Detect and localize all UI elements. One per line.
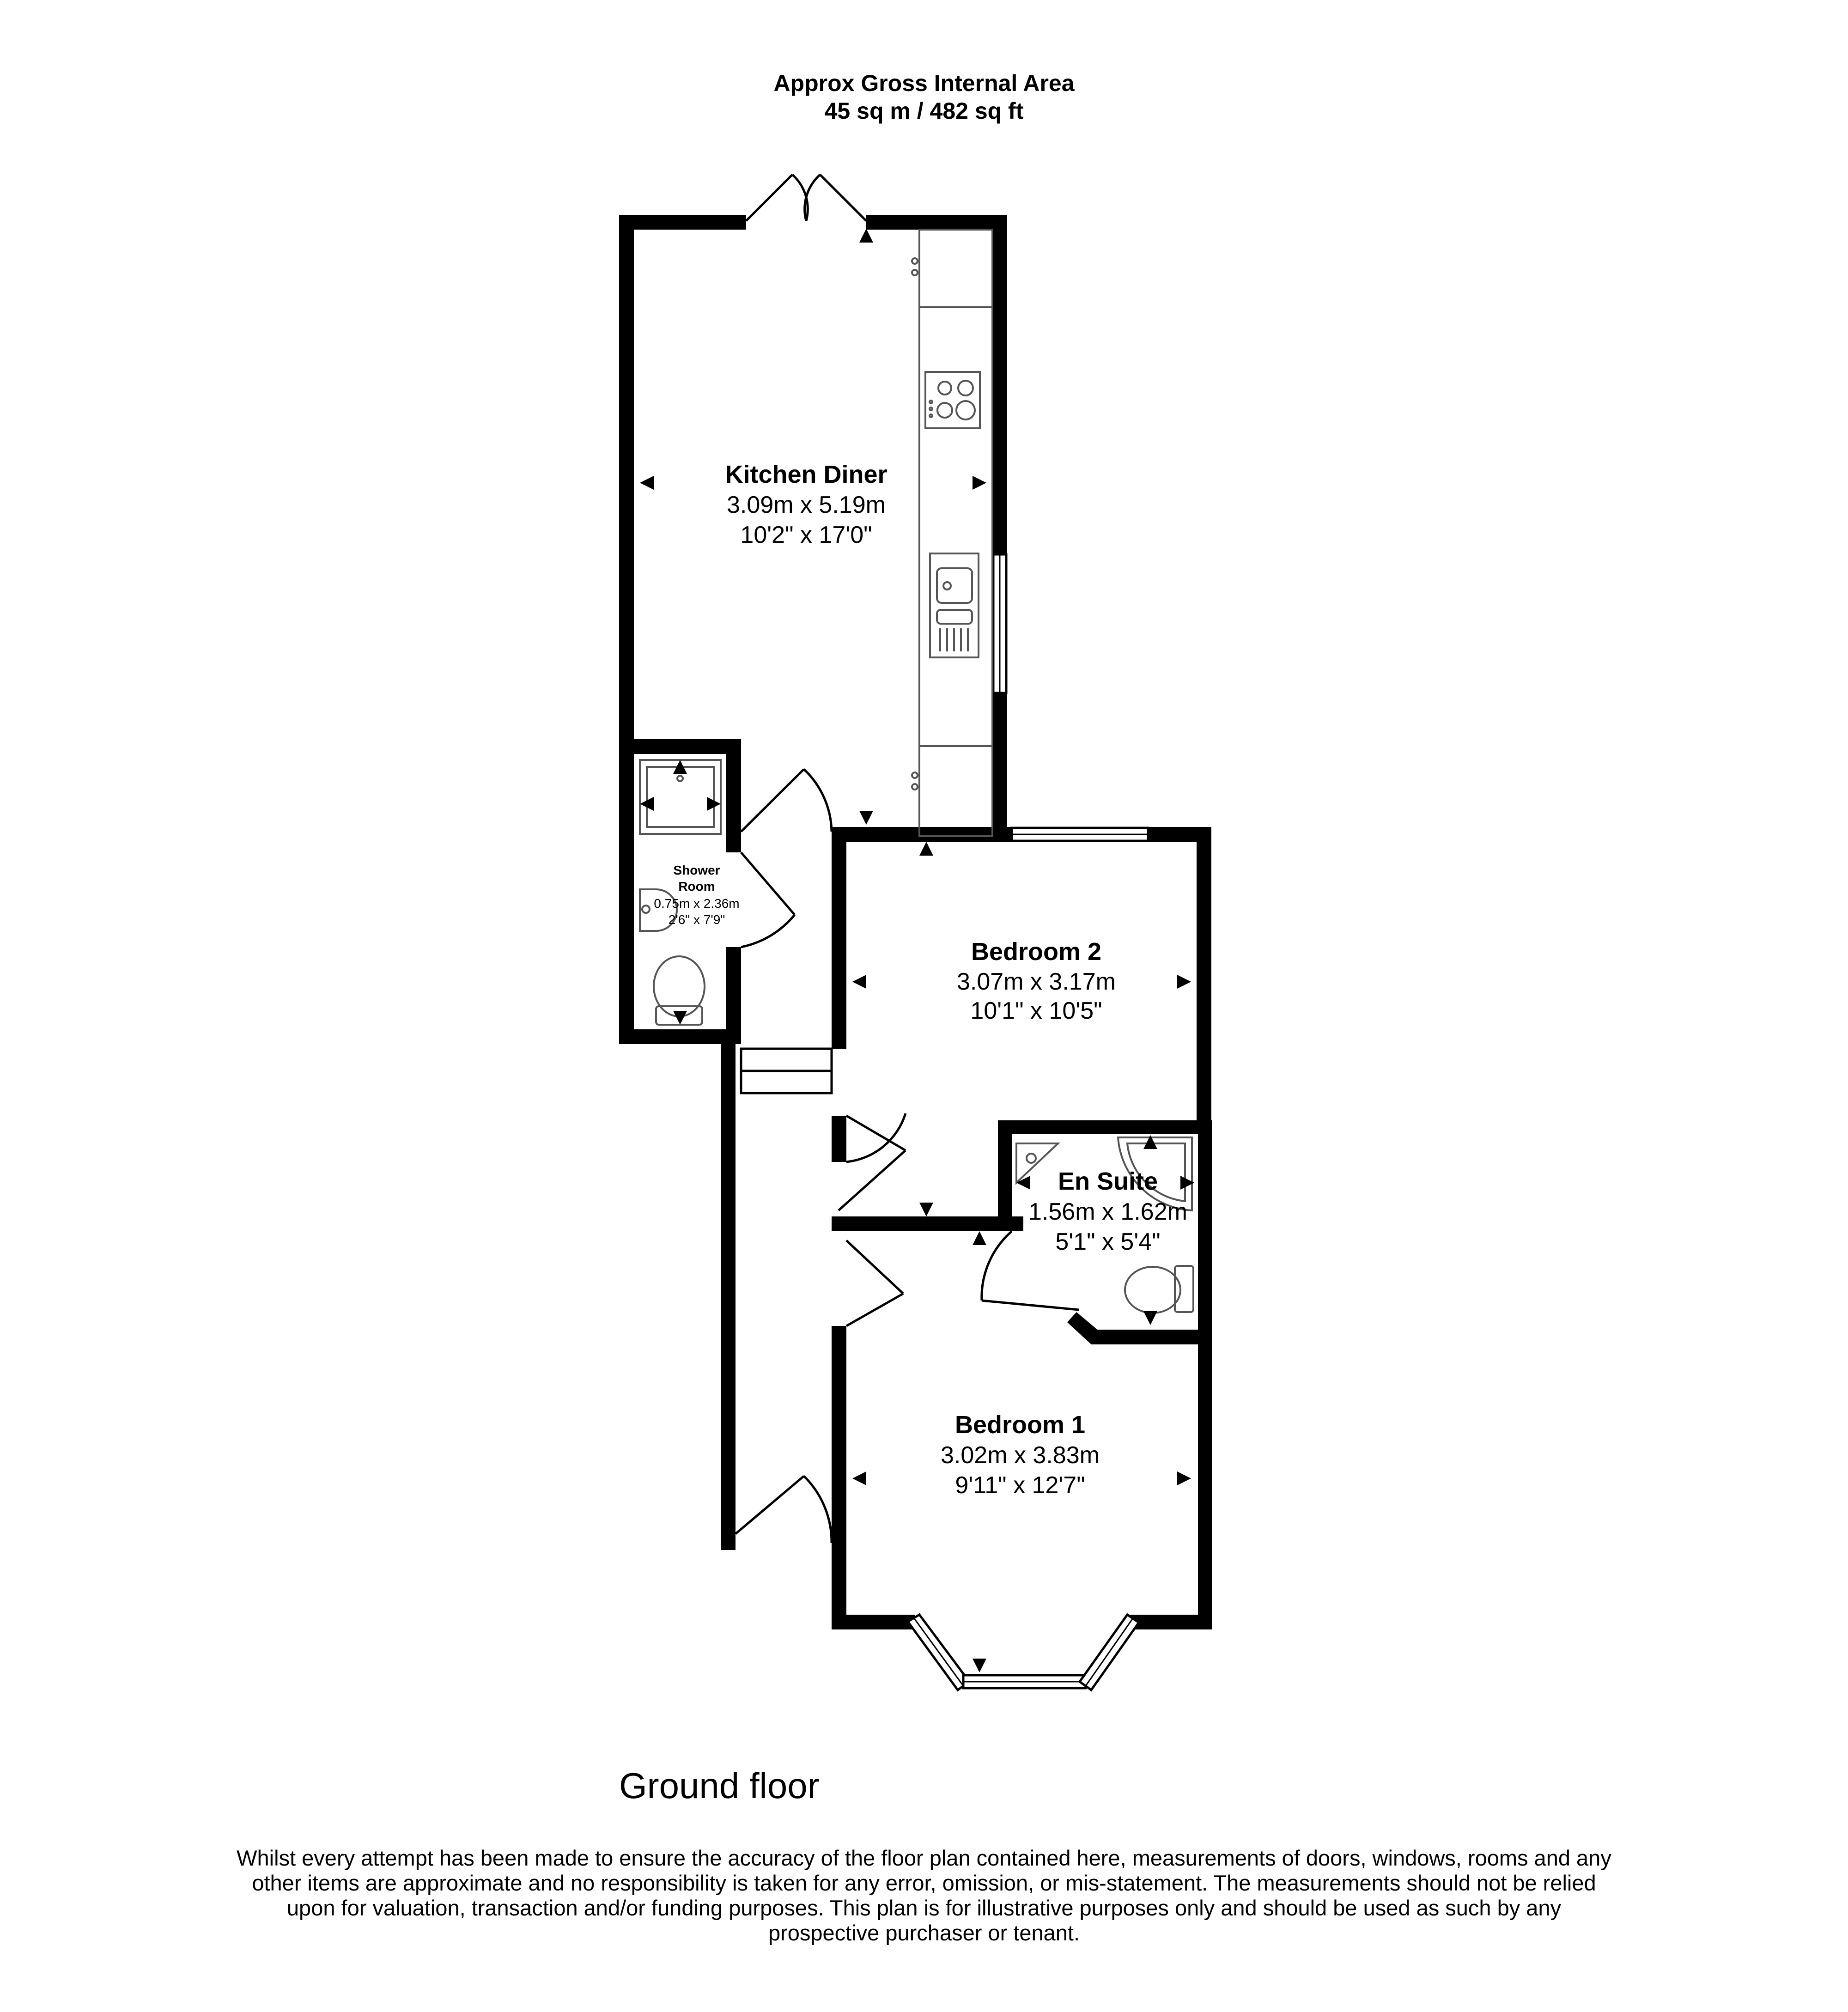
bedroom2-name: Bedroom 2 bbox=[971, 938, 1102, 966]
hall-steps bbox=[741, 1049, 832, 1093]
wall-bed1-right bbox=[1198, 1326, 1212, 1629]
disclaimer: Whilst every attempt has been made to ensure the accuracy of the floor plan contained here, measurements of doors, windows, rooms and any other items are approximate and no responsibility is taken for any error, omission, or mis-statement. The measurements should not be relied upon for valuation, transaction and/or funding purposes. This plan is for illustrative purposes only and should be used as such by any prospective purchaser or tenant. bbox=[237, 1846, 1611, 1945]
shower-imperial: 2'6" x 7'9" bbox=[668, 912, 725, 927]
door-front bbox=[736, 1476, 804, 1534]
wall-bed2-right bbox=[1197, 827, 1211, 1127]
wall-kitchen-right-bottom bbox=[992, 693, 1007, 836]
wall-bed1-left bbox=[832, 1326, 846, 1629]
wall-kitchen-top-right bbox=[866, 215, 1007, 230]
door-french-left-leaf bbox=[746, 175, 792, 221]
wall-bedrooms-divider bbox=[832, 1216, 1023, 1231]
wall-kitchen-left bbox=[619, 215, 634, 744]
door-kitchen bbox=[741, 769, 804, 832]
kitchen-name: Kitchen Diner bbox=[725, 461, 888, 488]
wall-ensuite-right bbox=[1198, 1120, 1212, 1356]
door-french-right-leaf bbox=[820, 175, 866, 221]
wall-ensuite-top bbox=[998, 1120, 1210, 1134]
bedroom1-name: Bedroom 1 bbox=[954, 1411, 1086, 1439]
door-shower bbox=[741, 852, 795, 915]
wall-shower-bottom bbox=[619, 1029, 741, 1044]
hob-icon bbox=[925, 372, 980, 428]
wall-bed1-bottom-left bbox=[832, 1615, 915, 1629]
kitchen-metric: 3.09m x 5.19m bbox=[727, 492, 886, 518]
wall-ensuite-left bbox=[998, 1120, 1012, 1231]
ensuite-metric: 1.56m x 1.62m bbox=[1028, 1198, 1187, 1225]
bedroom2-metric: 3.07m x 3.17m bbox=[957, 968, 1116, 995]
floor-label: Ground floor bbox=[619, 1765, 820, 1806]
ensuite-basin-icon bbox=[1016, 1143, 1058, 1183]
wall-hall-left bbox=[721, 1044, 736, 1550]
shower-name-2: Room bbox=[678, 879, 715, 894]
ensuite-name: En Suite bbox=[1058, 1167, 1158, 1195]
wall-shower-top bbox=[619, 739, 736, 754]
ensuite-imperial: 5'1" x 5'4" bbox=[1055, 1228, 1161, 1255]
wall-bed2-left-top bbox=[832, 827, 846, 1049]
wall-ensuite-bottom bbox=[1067, 1312, 1212, 1344]
wall-shower-left bbox=[619, 739, 634, 1044]
bedroom1-metric: 3.02m x 3.83m bbox=[941, 1442, 1100, 1469]
bedroom2-imperial: 10'1" x 10'5" bbox=[970, 997, 1102, 1024]
doors bbox=[736, 175, 1079, 1543]
ensuite-toilet-icon bbox=[1125, 1266, 1193, 1313]
area-title: Approx Gross Internal Area bbox=[773, 70, 1075, 96]
wall-kitchen-right-top bbox=[992, 215, 1007, 554]
door-ensuite bbox=[982, 1301, 1079, 1310]
kitchen-imperial: 10'2" x 17'0" bbox=[740, 522, 872, 548]
sink-icon bbox=[930, 553, 979, 657]
shower-metric: 0.75m x 2.36m bbox=[654, 896, 740, 911]
shower-name-1: Shower bbox=[673, 863, 720, 877]
door-bedroom1 bbox=[846, 1240, 903, 1294]
area-value: 45 sq m / 482 sq ft bbox=[824, 98, 1024, 124]
wall-bed2-top-left bbox=[832, 827, 1012, 842]
wall-kitchen-top-left bbox=[619, 215, 746, 230]
wall-bed2-left-mid bbox=[832, 1116, 846, 1162]
bedroom1-imperial: 9'11" x 12'7" bbox=[955, 1472, 1085, 1499]
wall-shower-right-top bbox=[726, 739, 741, 852]
